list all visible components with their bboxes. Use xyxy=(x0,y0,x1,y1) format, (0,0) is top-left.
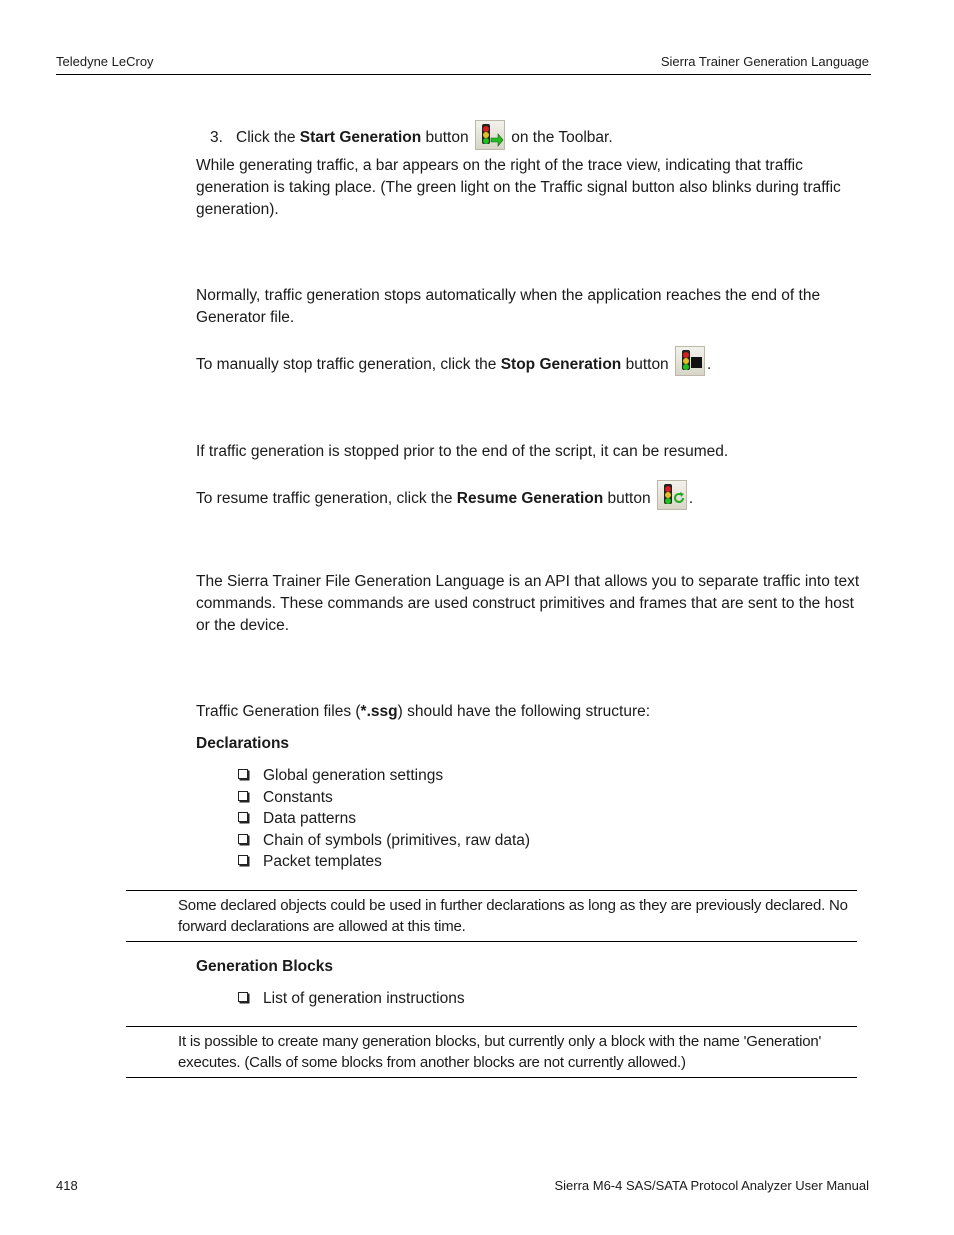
note-rule-top xyxy=(126,890,857,891)
list-item xyxy=(238,851,530,873)
resume-generation-label: Resume Generation xyxy=(456,490,604,508)
header-right: Sierra Trainer Generation Language xyxy=(660,54,869,69)
generation-blocks-heading: Generation Blocks xyxy=(196,958,333,975)
checkbox-bullet-icon xyxy=(238,855,248,865)
note-rule-bottom xyxy=(126,941,857,942)
note-rule-top xyxy=(126,1026,857,1027)
step-text-post: on the Toolbar. xyxy=(506,129,613,147)
arrow-glyph xyxy=(490,133,504,147)
stop-text-mid: button xyxy=(621,356,673,374)
header-left: Teledyne LeCroy xyxy=(56,54,154,69)
declarations-heading: Declarations xyxy=(196,735,290,752)
page-number: 418 xyxy=(56,1178,78,1193)
para-normally: Normally, traffic generation stops automatically when the application reaches the end of the Generator file. xyxy=(196,287,821,326)
note-generation: It is possible to create many generation blocks, but currently only a block with the name 'Generation' executes. (Calls of some blocks from another blocks are not currently allowed.) xyxy=(178,1033,822,1071)
para-api: The Sierra Trainer File Generation Language is an API that allows you to separate traffic into text commands. These commands are used construct primitives and frames that are sent to the host or the device. xyxy=(196,573,860,634)
note-declarations: Some declared objects could be used in further declarations as long as they are previously declared. No forward declarations are allowed at this time. xyxy=(178,897,848,935)
step-text-pre: Click the xyxy=(236,129,300,147)
checkbox-bullet-icon xyxy=(238,834,248,844)
list-item-text: List of generation instructions xyxy=(263,990,465,1007)
para-stopped: If traffic generation is stopped prior to the end of the script, it can be resumed. xyxy=(196,443,729,460)
para-stop xyxy=(196,350,871,380)
note-rule-bottom xyxy=(126,1077,857,1078)
traffic-resume-icon[interactable] xyxy=(657,480,687,510)
stop-text-pre: To manually stop traffic generation, click the xyxy=(196,356,501,374)
resume-text-pre: To resume traffic generation, click the xyxy=(196,490,457,508)
para-structure xyxy=(196,701,871,723)
checkbox-bullet-icon xyxy=(238,791,248,801)
list-item xyxy=(238,787,530,809)
ssg-extension: *.ssg xyxy=(360,703,398,720)
declarations-list xyxy=(238,765,530,873)
generation-blocks-list xyxy=(238,988,465,1010)
step-3 xyxy=(210,123,613,153)
resume-text-post: . xyxy=(688,490,694,508)
resume-arrow-glyph xyxy=(672,491,686,505)
stop-generation-label: Stop Generation xyxy=(500,356,622,374)
resume-text-mid: button xyxy=(603,490,655,508)
list-item-text: Packet templates xyxy=(263,853,382,871)
checkbox-bullet-icon xyxy=(238,812,248,822)
list-item-text: Data patterns xyxy=(263,810,357,828)
list-item xyxy=(238,808,530,830)
header-rule xyxy=(56,74,871,75)
traffic-stop-icon[interactable] xyxy=(675,346,705,376)
stop-text-post: . xyxy=(707,356,712,374)
footer-right: Sierra M6-4 SAS/SATA Protocol Analyzer User Manual xyxy=(554,1178,869,1193)
list-item-text: Constants xyxy=(263,788,333,806)
para-generating: While generating traffic, a bar appears on the right of the trace view, indicating that traffic generation is taking place. (The green light on the Traffic signal button also blinks during traffic generation). xyxy=(196,157,841,218)
structure-text-post: ) should have the following structure: xyxy=(397,703,651,720)
list-item-text: Global generation settings xyxy=(263,767,444,784)
list-item xyxy=(238,830,530,852)
step-number: 3. xyxy=(210,129,223,147)
checkbox-bullet-icon xyxy=(238,769,248,779)
list-item xyxy=(238,988,465,1010)
list-item xyxy=(238,765,530,787)
traffic-start-icon[interactable] xyxy=(475,120,505,150)
start-generation-label: Start Generation xyxy=(299,129,422,147)
checkbox-bullet-icon xyxy=(238,992,248,1002)
structure-text-pre: Traffic Generation files ( xyxy=(196,703,361,720)
step-text-mid: button xyxy=(421,129,473,147)
para-resume xyxy=(196,484,871,514)
list-item-text: Chain of symbols (primitives, raw data) xyxy=(263,831,531,849)
